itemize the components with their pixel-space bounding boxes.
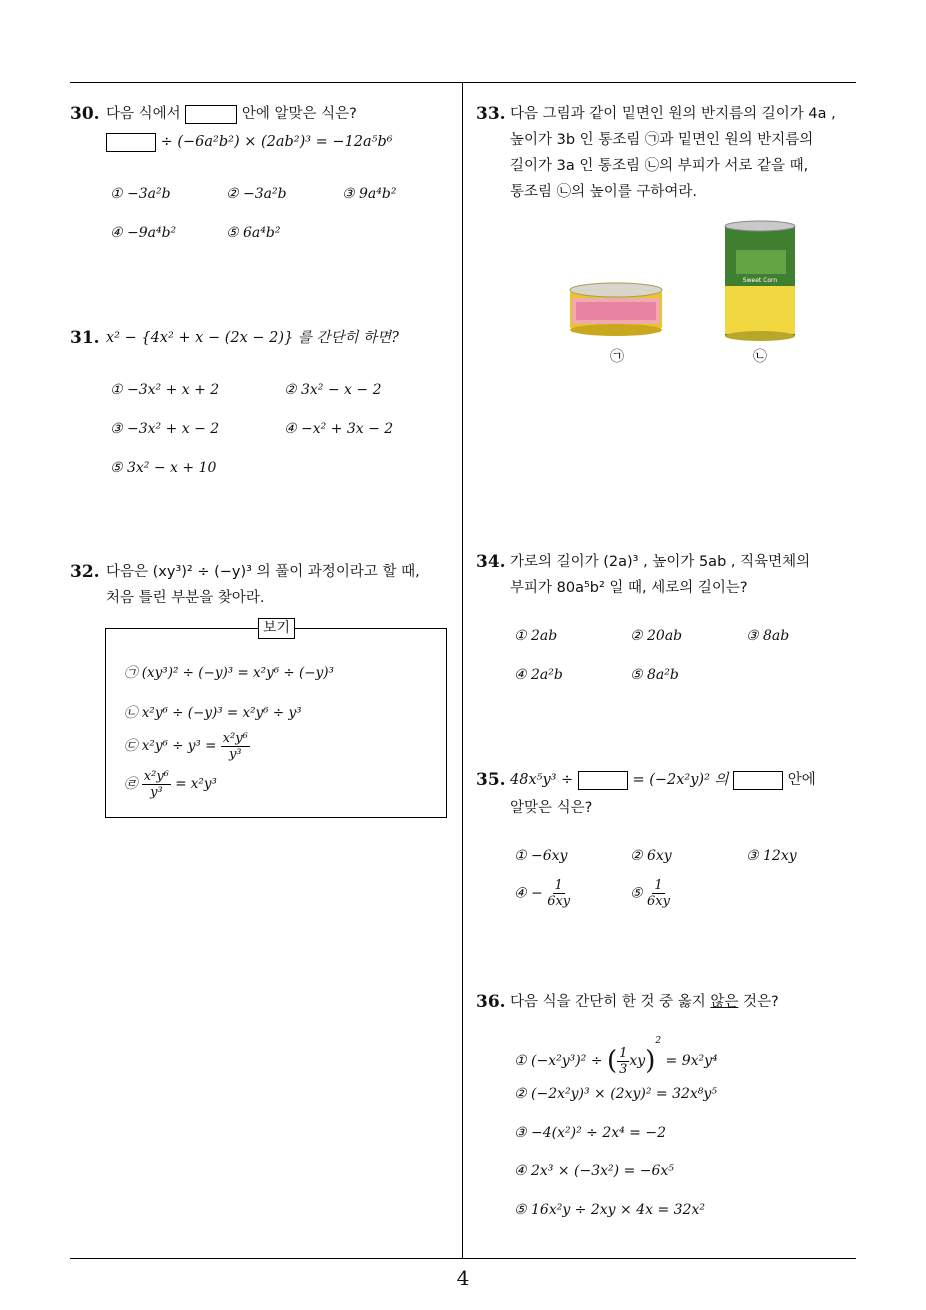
equation-line <box>106 128 393 156</box>
can-b-brand-text: Sweet Corn <box>742 277 778 284</box>
question-number: 31. <box>70 328 100 348</box>
step-d-pre: ㉣ <box>124 776 138 792</box>
question-text-line1 <box>510 766 816 794</box>
option-3[interactable]: ③ 9a⁴b² <box>342 186 397 202</box>
option-2[interactable]: ② 6xy <box>630 848 672 864</box>
question-number: 30. <box>70 104 100 124</box>
option-1[interactable]: ① −6xy <box>514 848 568 864</box>
option-5[interactable]: ⑤ 8a²b <box>630 667 679 683</box>
answer-blank-box <box>106 133 156 152</box>
equation-pre: 48x⁵y³ ÷ <box>510 772 574 788</box>
fraction-numerator: x²y⁶ <box>222 731 248 746</box>
step-c-fraction <box>221 731 250 762</box>
step-d[interactable] <box>124 769 217 800</box>
question-number: 32. <box>70 562 100 582</box>
can-b-label: ㉡ <box>753 349 767 365</box>
fraction-denominator: y³ <box>150 785 163 800</box>
option-2[interactable]: ② −3a²b <box>226 186 287 202</box>
question-number: 34. <box>476 552 506 572</box>
step-c[interactable] <box>124 731 250 762</box>
option-2[interactable]: ② (−2x²y)³ × (2xy)² = 32x⁸y⁵ <box>514 1086 717 1102</box>
bogi-label: 보기 <box>258 618 295 639</box>
question-text-line2: 알맞은 식은? <box>510 800 593 816</box>
equation: ÷ (−6a²b²) × (2ab²)³ = −12a⁵b⁶ <box>160 134 393 150</box>
option-4[interactable]: ④ −9a⁴b² <box>110 225 177 241</box>
left-paren: ( <box>606 1046 618 1076</box>
question-text-line3: 길이가 3a 인 통조림 ㉡의 부피가 서로 같을 때, <box>510 158 809 174</box>
equation-mid: = (−2x²y)² 의 <box>632 772 729 788</box>
answer-blank-box <box>733 771 783 790</box>
can-a-label: ㉠ <box>610 349 624 365</box>
option-2[interactable]: ② 20ab <box>630 628 683 644</box>
fraction-denominator: 6xy <box>547 894 571 909</box>
page-number: 4 <box>456 1266 470 1290</box>
question-text-line1: 가로의 길이가 (2a)³ , 높이가 5ab , 직육면체의 <box>510 554 811 570</box>
step-b[interactable]: ㉡ x²y⁶ ÷ (−y)³ = x²y⁶ ÷ y³ <box>124 705 302 721</box>
question-text-line2: 높이가 3b 인 통조림 ㉠과 밑면인 원의 반지름의 <box>510 132 814 148</box>
option-1-pre: ① (−x²y³)² ÷ <box>514 1053 603 1069</box>
question-text-line1: 다음 그림과 같이 밑면인 원의 반지름의 길이가 4a , <box>510 106 836 122</box>
bogi-box <box>105 620 447 818</box>
option-5[interactable]: ⑤ 6a⁴b² <box>226 225 281 241</box>
question-text-underlined: 않은 <box>710 994 739 1010</box>
answer-blank-box <box>578 771 628 790</box>
question-text-line2: 처음 틀린 부분을 찾아라. <box>106 590 265 606</box>
question-text-line1: 다음은 (xy³)² ÷ (−y)³ 의 풀이 과정이라고 할 때, <box>106 564 420 580</box>
option-4[interactable]: ④ 2x³ × (−3x²) = −6x⁵ <box>514 1163 674 1179</box>
option-4-pre: ④ − <box>514 885 543 902</box>
option-5-fraction <box>647 878 670 909</box>
step-a[interactable]: ㉠ (xy³)² ÷ (−y)³ = x²y⁶ ÷ (−y)³ <box>124 665 334 681</box>
option-1[interactable]: ① −3x² + x + 2 <box>110 382 220 398</box>
option-1[interactable] <box>514 1036 718 1077</box>
question-text-post: 것은? <box>742 994 779 1010</box>
question-text <box>106 100 357 128</box>
option-1-exponent: 2 <box>655 1036 662 1046</box>
option-1[interactable]: ① 2ab <box>514 628 558 644</box>
option-4[interactable]: ④ −x² + 3x − 2 <box>284 421 394 437</box>
question-text-post: 안에 <box>787 772 816 788</box>
step-d-post: = x²y³ <box>175 776 217 792</box>
question-text-post: 안에 알맞은 식은? <box>241 106 357 122</box>
question-text <box>510 988 779 1016</box>
fraction-numerator: 1 <box>619 1045 628 1061</box>
fraction-numerator: 1 <box>554 878 563 893</box>
fraction-denominator: y³ <box>228 747 242 762</box>
top-rule <box>70 82 856 83</box>
can-a-image <box>568 280 664 338</box>
answer-blank-box <box>185 105 237 124</box>
question-number: 36. <box>476 992 506 1012</box>
option-5[interactable] <box>630 878 670 909</box>
option-3[interactable]: ③ −3x² + x − 2 <box>110 421 220 437</box>
fraction-denominator: 3 <box>619 1061 628 1077</box>
right-paren: ) <box>645 1046 656 1076</box>
option-3[interactable]: ③ 12xy <box>746 848 797 864</box>
question-text-pre: 다음 식을 간단히 한 것 중 옳지 <box>510 994 706 1010</box>
option-3[interactable]: ③ 8ab <box>746 628 790 644</box>
question-text-line2: 부피가 80a⁵b² 일 때, 세로의 길이는? <box>510 580 748 596</box>
bottom-rule <box>70 1258 856 1259</box>
option-1-fraction <box>617 1046 629 1077</box>
question-text-line4: 통조림 ㉡의 높이를 구하여라. <box>510 184 698 200</box>
option-2[interactable]: ② 3x² − x − 2 <box>284 382 382 398</box>
option-1-var: xy <box>629 1053 646 1069</box>
option-4-fraction <box>547 878 570 909</box>
option-4[interactable] <box>514 878 570 909</box>
step-d-fraction <box>142 769 171 800</box>
option-1-eq: = 9x²y⁴ <box>665 1053 718 1069</box>
can-b-image <box>722 220 798 342</box>
fraction-denominator: 6xy <box>647 894 670 909</box>
option-5-pre: ⑤ <box>630 885 643 902</box>
option-1[interactable]: ① −3a²b <box>110 186 171 202</box>
option-5[interactable]: ⑤ 16x²y ÷ 2xy × 4x = 32x² <box>514 1202 705 1218</box>
question-number: 35. <box>476 770 506 790</box>
question-text: x² − {4x² + x − (2x − 2)} 를 간단히 하면? <box>106 330 399 346</box>
option-5[interactable]: ⑤ 3x² − x + 10 <box>110 460 217 476</box>
fraction-numerator: 1 <box>654 878 663 893</box>
fraction-numerator: x²y⁶ <box>143 769 169 784</box>
step-c-pre: ㉢ x²y⁶ ÷ y³ = <box>124 738 217 754</box>
question-text-pre: 다음 식에서 <box>106 106 181 122</box>
option-3[interactable]: ③ −4(x²)² ÷ 2x⁴ = −2 <box>514 1125 666 1141</box>
question-number: 33. <box>476 104 506 124</box>
column-divider <box>462 83 463 1258</box>
option-4[interactable]: ④ 2a²b <box>514 667 563 683</box>
